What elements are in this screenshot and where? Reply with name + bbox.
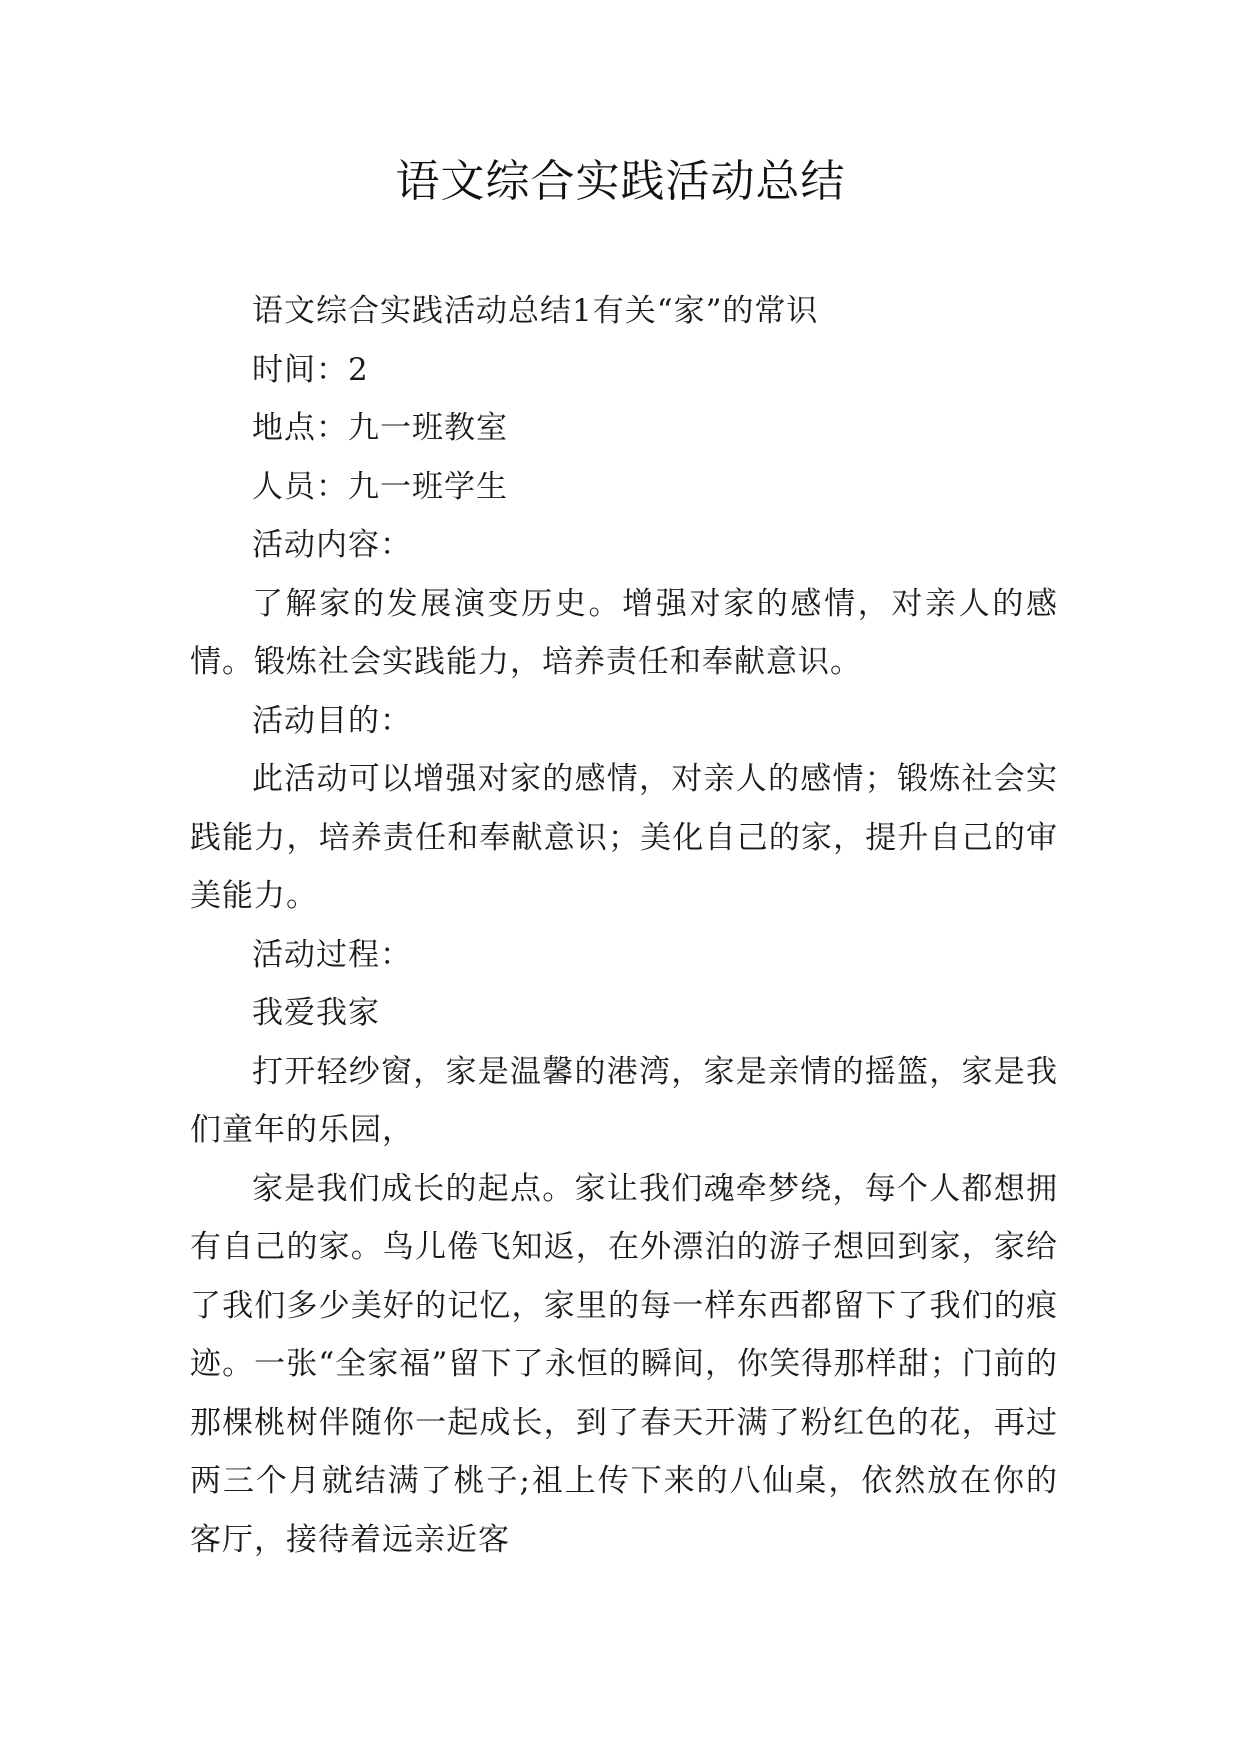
paragraph-content: 了解家的发展演变历史。增强对家的感情，对亲人的感情。锻炼社会实践能力，培养责任和奉献意识。 (190, 585, 1058, 680)
paragraph-process-label: 活动过程： (252, 936, 412, 973)
paragraph-purpose: 此活动可以增强对家的感情，对亲人的感情；锻炼社会实践能力，培养责任和奉献意识；美化自己的家，提升自己的审美能力。 (190, 761, 1058, 914)
paragraph-subtitle: 我爱我家 (252, 995, 380, 1031)
paragraph-time: 时间：2 (252, 351, 369, 388)
paragraph-location: 地点：九一班教室 (252, 410, 508, 446)
paragraph-participants: 人员：九一班学生 (252, 468, 508, 505)
paragraph-heading: 语文综合实践活动总结1有关“家”的常识 (252, 293, 819, 329)
paragraph-home-intro: 打开轻纱窗，家是温馨的港湾，家是亲情的摇篮，家是我们童年的乐园， (190, 1053, 1058, 1148)
document-title: 语文综合实践活动总结 (395, 156, 846, 207)
paragraph-purpose-label: 活动目的： (252, 702, 412, 739)
document-body (190, 282, 1058, 1569)
paragraph-home-memories: 家是我们成长的起点。家让我们魂牵梦绕，每个人都想拥有自己的家。鸟儿倦飞知返，在外漂泊的游子想回到家，家给了我们多少美好的记忆，家里的每一样东西都留下了我们的痕迹。一张“全家福”留下了永恒的瞬间，你笑得那样甜；门前的那棵桃树伴随你一起成长，到了春天开满了粉红色的花，再过两三个月就结满了桃子;祖上传下来的八仙桌，依然放在你的客厅，接待着远亲近客 (190, 1170, 1058, 1558)
paragraph-content-label: 活动内容： (252, 527, 412, 563)
